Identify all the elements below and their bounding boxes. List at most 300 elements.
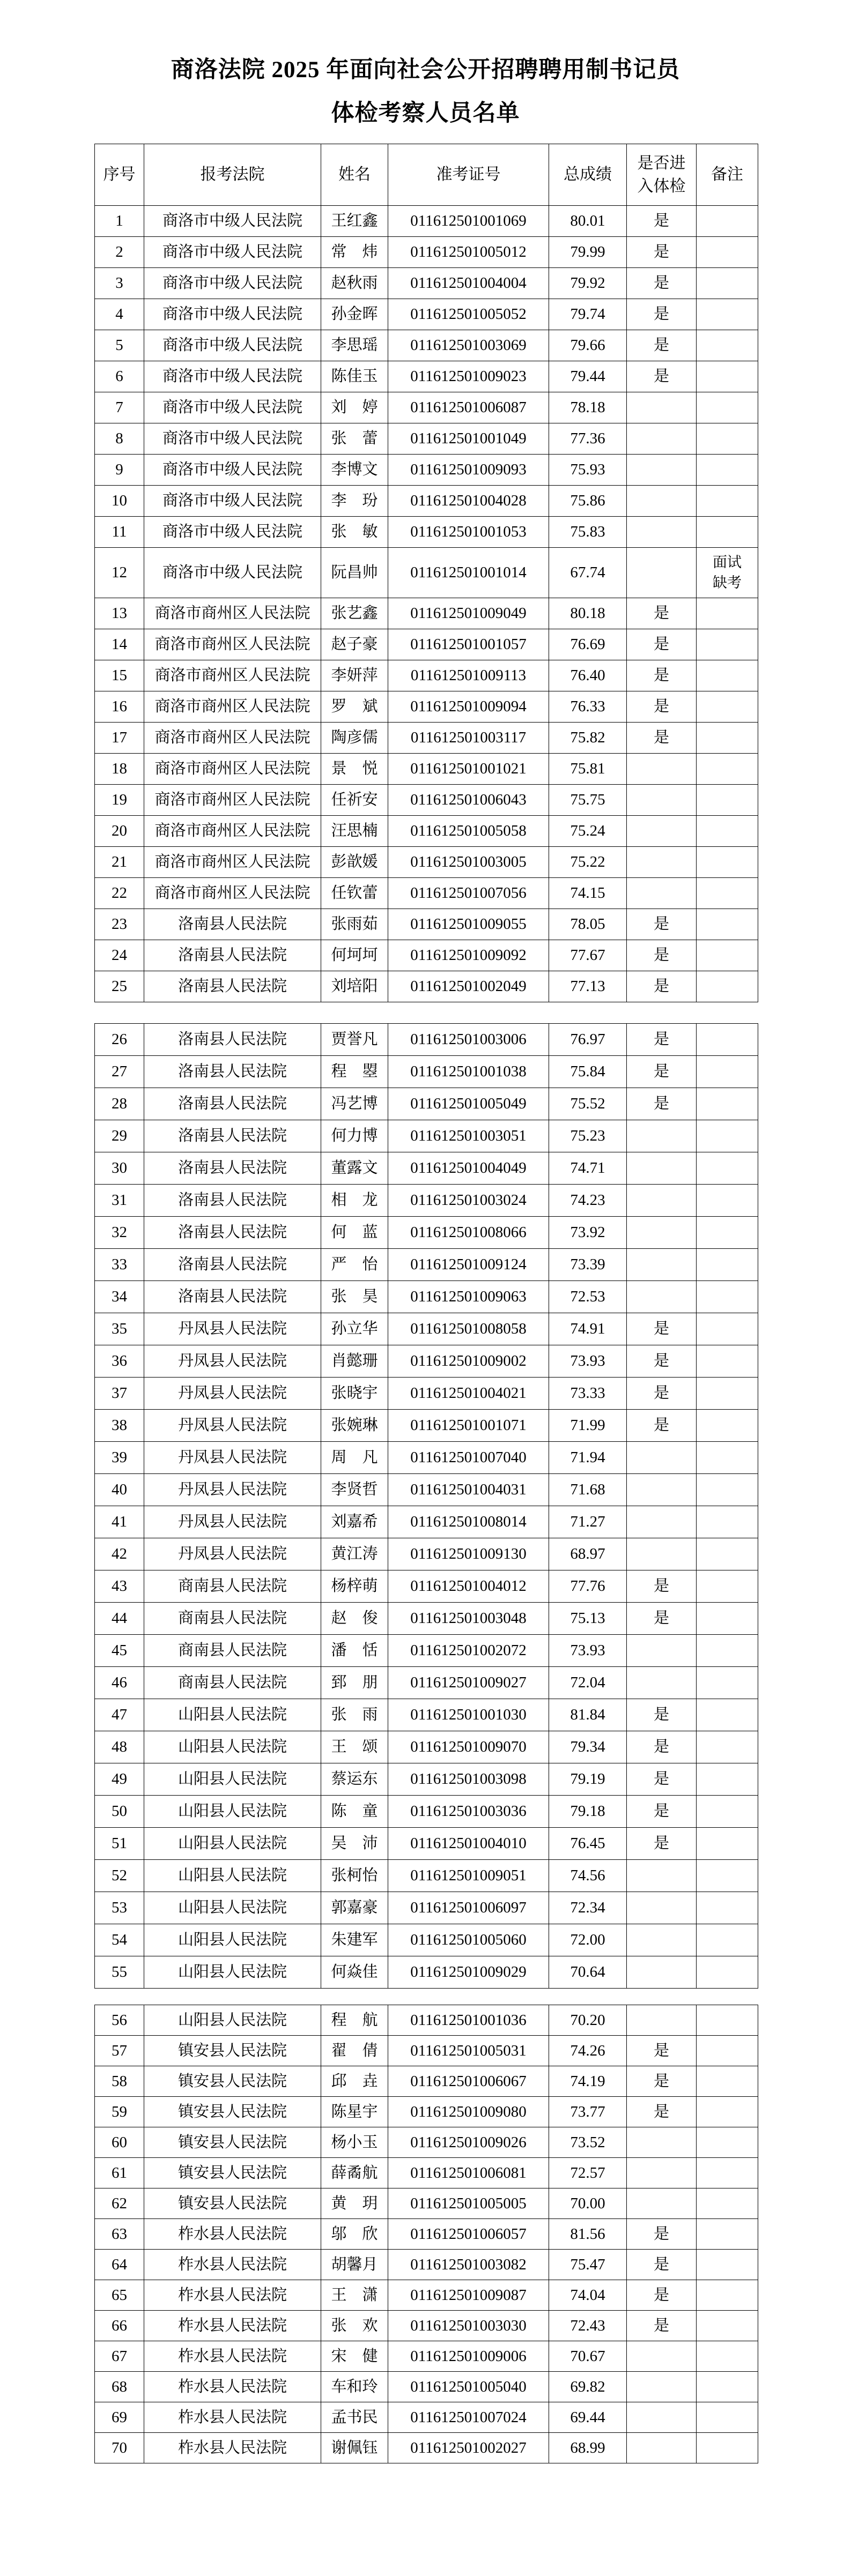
court-cell: 洛南县人民法院 <box>144 1185 321 1217</box>
remark-cell <box>697 548 758 598</box>
enter-exam-cell <box>627 1860 697 1892</box>
serial-cell: 52 <box>95 1860 144 1892</box>
name-cell: 罗 斌 <box>321 691 388 723</box>
name-cell: 何力博 <box>321 1120 388 1152</box>
court-cell: 山阳县人民法院 <box>144 1828 321 1860</box>
court-cell: 商洛市中级人民法院 <box>144 517 321 548</box>
court-cell: 丹凤县人民法院 <box>144 1378 321 1410</box>
remark-cell <box>697 1635 758 1667</box>
enter-exam-cell <box>627 2402 697 2433</box>
remark-cell <box>697 971 758 1002</box>
enter-exam-cell <box>627 2341 697 2372</box>
serial-cell: 28 <box>95 1088 144 1120</box>
court-cell: 镇安县人民法院 <box>144 2066 321 2097</box>
table-row <box>95 299 758 330</box>
name-cell: 李思瑶 <box>321 330 388 361</box>
roster-table-page-3 <box>94 2005 758 2463</box>
table-row <box>95 1763 758 1796</box>
serial-cell: 65 <box>95 2280 144 2311</box>
remark-cell <box>697 2372 758 2402</box>
court-cell: 山阳县人民法院 <box>144 1956 321 1989</box>
table-row <box>95 1249 758 1281</box>
remark-cell <box>697 2219 758 2250</box>
ticket-cell: 011612501009093 <box>388 455 549 486</box>
name-cell: 潘 恬 <box>321 1635 388 1667</box>
table-row <box>95 2097 758 2127</box>
table-row <box>95 1410 758 1442</box>
remark-cell <box>697 1956 758 1989</box>
enter-exam-cell <box>627 1538 697 1570</box>
remark-cell <box>697 1828 758 1860</box>
table-row <box>95 2402 758 2433</box>
remark-cell <box>697 940 758 971</box>
enter-exam-cell: 是 <box>627 1313 697 1345</box>
enter-exam-cell <box>627 1249 697 1281</box>
enter-exam-cell: 是 <box>627 1828 697 1860</box>
name-cell: 严 怡 <box>321 1249 388 1281</box>
table-row <box>95 2036 758 2066</box>
enter-exam-cell: 是 <box>627 2036 697 2066</box>
table-row <box>95 2433 758 2463</box>
remark-cell <box>697 1378 758 1410</box>
score-cell: 79.66 <box>549 330 627 361</box>
remark-cell <box>697 299 758 330</box>
roster-body-2 <box>95 1024 758 1989</box>
ticket-cell: 011612501003051 <box>388 1120 549 1152</box>
serial-cell: 22 <box>95 878 144 909</box>
name-cell: 刘嘉希 <box>321 1506 388 1538</box>
ticket-cell: 011612501006097 <box>388 1892 549 1924</box>
ticket-cell: 011612501004049 <box>388 1152 549 1185</box>
court-cell: 商南县人民法院 <box>144 1570 321 1603</box>
enter-exam-cell: 是 <box>627 1796 697 1828</box>
ticket-cell: 011612501001038 <box>388 1056 549 1088</box>
serial-cell: 9 <box>95 455 144 486</box>
ticket-cell: 011612501003117 <box>388 723 549 754</box>
remark-cell <box>697 660 758 691</box>
serial-cell: 4 <box>95 299 144 330</box>
table-row <box>95 361 758 392</box>
table-row <box>95 2372 758 2402</box>
remark-cell <box>697 1603 758 1635</box>
remark-cell <box>697 909 758 940</box>
ticket-cell: 011612501005060 <box>388 1924 549 1956</box>
enter-exam-cell: 是 <box>627 940 697 971</box>
score-cell: 76.40 <box>549 660 627 691</box>
enter-exam-cell: 是 <box>627 1378 697 1410</box>
enter-exam-cell: 是 <box>627 1056 697 1088</box>
ticket-cell: 011612501001071 <box>388 1410 549 1442</box>
serial-cell: 66 <box>95 2311 144 2341</box>
score-cell: 75.93 <box>549 455 627 486</box>
serial-cell: 64 <box>95 2250 144 2280</box>
name-cell: 程 航 <box>321 2005 388 2036</box>
serial-cell: 5 <box>95 330 144 361</box>
ticket-cell: 011612501003036 <box>388 1796 549 1828</box>
table-row <box>95 847 758 878</box>
name-cell: 赵秋雨 <box>321 268 388 299</box>
table-row <box>95 691 758 723</box>
score-cell: 75.81 <box>549 754 627 785</box>
enter-exam-cell <box>627 1185 697 1217</box>
ticket-cell: 011612501009026 <box>388 2127 549 2158</box>
name-cell: 王红鑫 <box>321 206 388 237</box>
name-cell: 李妍萍 <box>321 660 388 691</box>
table-row <box>95 660 758 691</box>
score-cell: 73.77 <box>549 2097 627 2127</box>
remark-cell <box>697 1217 758 1249</box>
enter-exam-cell: 是 <box>627 206 697 237</box>
ticket-cell: 011612501001053 <box>388 517 549 548</box>
header-remark: 备注 <box>697 144 758 206</box>
serial-cell: 16 <box>95 691 144 723</box>
court-cell: 丹凤县人民法院 <box>144 1345 321 1378</box>
court-cell: 柞水县人民法院 <box>144 2280 321 2311</box>
serial-cell: 15 <box>95 660 144 691</box>
header-row <box>95 144 758 206</box>
ticket-cell: 011612501006087 <box>388 392 549 423</box>
name-cell: 郭嘉豪 <box>321 1892 388 1924</box>
remark-cell <box>697 1731 758 1763</box>
ticket-cell: 011612501002049 <box>388 971 549 1002</box>
remark-cell <box>697 1249 758 1281</box>
court-cell: 商南县人民法院 <box>144 1603 321 1635</box>
enter-exam-cell <box>627 1956 697 1989</box>
enter-exam-cell: 是 <box>627 2280 697 2311</box>
enter-exam-cell: 是 <box>627 361 697 392</box>
ticket-cell: 011612501003006 <box>388 1024 549 1056</box>
court-cell: 柞水县人民法院 <box>144 2219 321 2250</box>
court-cell: 商洛市商州区人民法院 <box>144 723 321 754</box>
court-cell: 山阳县人民法院 <box>144 2005 321 2036</box>
court-cell: 镇安县人民法院 <box>144 2188 321 2219</box>
enter-exam-cell <box>627 455 697 486</box>
title-line-1: 商洛法院 2025 年面向社会公开招聘聘用制书记员 <box>171 57 680 83</box>
name-cell: 张晓宇 <box>321 1378 388 1410</box>
table-row <box>95 1828 758 1860</box>
court-cell: 商洛市中级人民法院 <box>144 299 321 330</box>
enter-exam-cell <box>627 2188 697 2219</box>
enter-exam-cell <box>627 392 697 423</box>
enter-exam-cell: 是 <box>627 629 697 660</box>
roster-body-3 <box>95 2005 758 2463</box>
header-score: 总成绩 <box>549 144 627 206</box>
name-cell: 何坷坷 <box>321 940 388 971</box>
header-ticket: 准考证号 <box>388 144 549 206</box>
enter-exam-cell: 是 <box>627 723 697 754</box>
serial-cell: 37 <box>95 1378 144 1410</box>
score-cell: 76.69 <box>549 629 627 660</box>
court-cell: 商洛市中级人民法院 <box>144 455 321 486</box>
serial-cell: 40 <box>95 1474 144 1506</box>
court-cell: 洛南县人民法院 <box>144 971 321 1002</box>
score-cell: 75.22 <box>549 847 627 878</box>
score-cell: 74.15 <box>549 878 627 909</box>
ticket-cell: 011612501009130 <box>388 1538 549 1570</box>
enter-exam-cell <box>627 1924 697 1956</box>
table-row <box>95 1796 758 1828</box>
enter-exam-cell <box>627 754 697 785</box>
table-row <box>95 2219 758 2250</box>
enter-exam-cell: 是 <box>627 2311 697 2341</box>
serial-cell: 59 <box>95 2097 144 2127</box>
serial-cell: 44 <box>95 1603 144 1635</box>
score-cell: 68.99 <box>549 2433 627 2463</box>
ticket-cell: 011612501009049 <box>388 598 549 629</box>
ticket-cell: 011612501005049 <box>388 1088 549 1120</box>
serial-cell: 27 <box>95 1056 144 1088</box>
court-cell: 商洛市商州区人民法院 <box>144 847 321 878</box>
remark-cell <box>697 455 758 486</box>
serial-cell: 29 <box>95 1120 144 1152</box>
ticket-cell: 011612501009087 <box>388 2280 549 2311</box>
name-cell: 常 炜 <box>321 237 388 268</box>
serial-cell: 34 <box>95 1281 144 1313</box>
ticket-cell: 011612501003024 <box>388 1185 549 1217</box>
remark-cell <box>697 1506 758 1538</box>
ticket-cell: 011612501003048 <box>388 1603 549 1635</box>
name-cell: 宋 健 <box>321 2341 388 2372</box>
serial-cell: 61 <box>95 2158 144 2188</box>
table-row <box>95 1892 758 1924</box>
score-cell: 69.82 <box>549 2372 627 2402</box>
serial-cell: 49 <box>95 1763 144 1796</box>
enter-exam-cell: 是 <box>627 268 697 299</box>
court-cell: 商洛市商州区人民法院 <box>144 785 321 816</box>
court-cell: 山阳县人民法院 <box>144 1763 321 1796</box>
remark-cell <box>697 1892 758 1924</box>
court-cell: 柞水县人民法院 <box>144 2433 321 2463</box>
remark-cell <box>697 1120 758 1152</box>
score-cell: 73.39 <box>549 1249 627 1281</box>
table-row <box>95 1860 758 1892</box>
table-row <box>95 455 758 486</box>
remark-text: 面试缺考 <box>713 554 742 591</box>
ticket-cell: 011612501009094 <box>388 691 549 723</box>
enter-exam-cell: 是 <box>627 1345 697 1378</box>
name-cell: 何焱佳 <box>321 1956 388 1989</box>
table-row <box>95 1313 758 1345</box>
court-cell: 商洛市中级人民法院 <box>144 330 321 361</box>
enter-exam-cell: 是 <box>627 299 697 330</box>
court-cell: 山阳县人民法院 <box>144 1699 321 1731</box>
court-cell: 商洛市商州区人民法院 <box>144 754 321 785</box>
header-name: 姓名 <box>321 144 388 206</box>
court-cell: 商洛市商州区人民法院 <box>144 660 321 691</box>
score-cell: 67.74 <box>549 548 627 598</box>
name-cell: 陈 童 <box>321 1796 388 1828</box>
ticket-cell: 011612501005040 <box>388 2372 549 2402</box>
table-row <box>95 1506 758 1538</box>
remark-cell <box>697 629 758 660</box>
serial-cell: 7 <box>95 392 144 423</box>
ticket-cell: 011612501004021 <box>388 1378 549 1410</box>
table-row <box>95 2280 758 2311</box>
name-cell: 邬 欣 <box>321 2219 388 2250</box>
court-cell: 洛南县人民法院 <box>144 1217 321 1249</box>
serial-cell: 43 <box>95 1570 144 1603</box>
serial-cell: 26 <box>95 1024 144 1056</box>
table-row <box>95 2005 758 2036</box>
enter-exam-cell <box>627 2158 697 2188</box>
ticket-cell: 011612501007056 <box>388 878 549 909</box>
name-cell: 张婉琳 <box>321 1410 388 1442</box>
ticket-cell: 011612501002027 <box>388 2433 549 2463</box>
name-cell: 阮昌帅 <box>321 548 388 598</box>
ticket-cell: 011612501004004 <box>388 268 549 299</box>
table-row <box>95 971 758 1002</box>
table-row <box>95 2311 758 2341</box>
ticket-cell: 011612501001057 <box>388 629 549 660</box>
enter-exam-cell <box>627 517 697 548</box>
table-row <box>95 423 758 455</box>
court-cell: 山阳县人民法院 <box>144 1892 321 1924</box>
remark-cell <box>697 816 758 847</box>
remark-cell <box>697 486 758 517</box>
remark-cell <box>697 330 758 361</box>
name-cell: 刘培阳 <box>321 971 388 1002</box>
score-cell: 75.86 <box>549 486 627 517</box>
ticket-cell: 011612501001049 <box>388 423 549 455</box>
remark-cell <box>697 1474 758 1506</box>
score-cell: 72.00 <box>549 1924 627 1956</box>
table-row <box>95 816 758 847</box>
name-cell: 吴 沛 <box>321 1828 388 1860</box>
name-cell: 谢佩钰 <box>321 2433 388 2463</box>
court-cell: 山阳县人民法院 <box>144 1731 321 1763</box>
roster-table-page-2 <box>94 1023 758 1989</box>
remark-cell <box>697 1185 758 1217</box>
table-row <box>95 940 758 971</box>
remark-cell <box>697 423 758 455</box>
serial-cell: 1 <box>95 206 144 237</box>
enter-exam-cell <box>627 423 697 455</box>
ticket-cell: 011612501006081 <box>388 2158 549 2188</box>
enter-exam-cell: 是 <box>627 237 697 268</box>
serial-cell: 13 <box>95 598 144 629</box>
court-cell: 商洛市商州区人民法院 <box>144 598 321 629</box>
remark-cell <box>697 1345 758 1378</box>
score-cell: 74.23 <box>549 1185 627 1217</box>
table-row <box>95 1474 758 1506</box>
name-cell: 陈佳玉 <box>321 361 388 392</box>
serial-cell: 17 <box>95 723 144 754</box>
enter-exam-cell <box>627 1635 697 1667</box>
name-cell: 李贤哲 <box>321 1474 388 1506</box>
table-row <box>95 598 758 629</box>
serial-cell: 62 <box>95 2188 144 2219</box>
remark-cell <box>697 2127 758 2158</box>
name-cell: 郅 朋 <box>321 1667 388 1699</box>
court-cell: 洛南县人民法院 <box>144 1249 321 1281</box>
serial-cell: 18 <box>95 754 144 785</box>
score-cell: 80.01 <box>549 206 627 237</box>
score-cell: 79.44 <box>549 361 627 392</box>
serial-cell: 50 <box>95 1796 144 1828</box>
serial-cell: 53 <box>95 1892 144 1924</box>
name-cell: 王 潇 <box>321 2280 388 2311</box>
score-cell: 73.93 <box>549 1345 627 1378</box>
serial-cell: 45 <box>95 1635 144 1667</box>
table-row <box>95 909 758 940</box>
ticket-cell: 011612501004012 <box>388 1570 549 1603</box>
name-cell: 黄 玥 <box>321 2188 388 2219</box>
name-cell: 陶彦儒 <box>321 723 388 754</box>
remark-cell <box>697 1088 758 1120</box>
remark-cell <box>697 1152 758 1185</box>
score-cell: 68.97 <box>549 1538 627 1570</box>
score-cell: 74.04 <box>549 2280 627 2311</box>
remark-cell <box>697 1763 758 1796</box>
serial-cell: 47 <box>95 1699 144 1731</box>
ticket-cell: 011612501004028 <box>388 486 549 517</box>
remark-cell <box>697 2402 758 2433</box>
serial-cell: 70 <box>95 2433 144 2463</box>
table-row <box>95 517 758 548</box>
ticket-cell: 011612501009002 <box>388 1345 549 1378</box>
serial-cell: 58 <box>95 2066 144 2097</box>
court-cell: 柞水县人民法院 <box>144 2372 321 2402</box>
court-cell: 商洛市中级人民法院 <box>144 486 321 517</box>
score-cell: 78.05 <box>549 909 627 940</box>
ticket-cell: 011612501009027 <box>388 1667 549 1699</box>
court-cell: 洛南县人民法院 <box>144 909 321 940</box>
name-cell: 景 悦 <box>321 754 388 785</box>
ticket-cell: 011612501006043 <box>388 785 549 816</box>
name-cell: 周 凡 <box>321 1442 388 1474</box>
enter-exam-cell: 是 <box>627 2066 697 2097</box>
enter-exam-cell: 是 <box>627 971 697 1002</box>
table-row <box>95 754 758 785</box>
ticket-cell: 011612501009070 <box>388 1731 549 1763</box>
remark-cell <box>697 1860 758 1892</box>
ticket-cell: 011612501009063 <box>388 1281 549 1313</box>
court-cell: 镇安县人民法院 <box>144 2097 321 2127</box>
serial-cell: 57 <box>95 2036 144 2066</box>
enter-exam-cell: 是 <box>627 2250 697 2280</box>
ticket-cell: 011612501002072 <box>388 1635 549 1667</box>
remark-cell <box>697 1796 758 1828</box>
table-row <box>95 486 758 517</box>
table-row <box>95 2341 758 2372</box>
remark-cell <box>697 1667 758 1699</box>
table-row <box>95 237 758 268</box>
table-row <box>95 2127 758 2158</box>
score-cell: 76.33 <box>549 691 627 723</box>
remark-cell <box>697 2433 758 2463</box>
ticket-cell: 011612501007040 <box>388 1442 549 1474</box>
table-row <box>95 785 758 816</box>
court-cell: 商洛市中级人民法院 <box>144 206 321 237</box>
serial-cell: 31 <box>95 1185 144 1217</box>
court-cell: 丹凤县人民法院 <box>144 1442 321 1474</box>
ticket-cell: 011612501006057 <box>388 2219 549 2250</box>
ticket-cell: 011612501003069 <box>388 330 549 361</box>
table-row <box>95 1635 758 1667</box>
enter-exam-cell <box>627 1667 697 1699</box>
enter-exam-cell: 是 <box>627 1088 697 1120</box>
page-break-gap-2 <box>94 1989 758 2005</box>
table-row <box>95 268 758 299</box>
remark-cell <box>697 1313 758 1345</box>
header-serial: 序号 <box>95 144 144 206</box>
score-cell: 75.84 <box>549 1056 627 1088</box>
table-row <box>95 878 758 909</box>
remark-cell <box>697 598 758 629</box>
enter-exam-cell <box>627 2433 697 2463</box>
table-row <box>95 1345 758 1378</box>
remark-cell <box>697 361 758 392</box>
